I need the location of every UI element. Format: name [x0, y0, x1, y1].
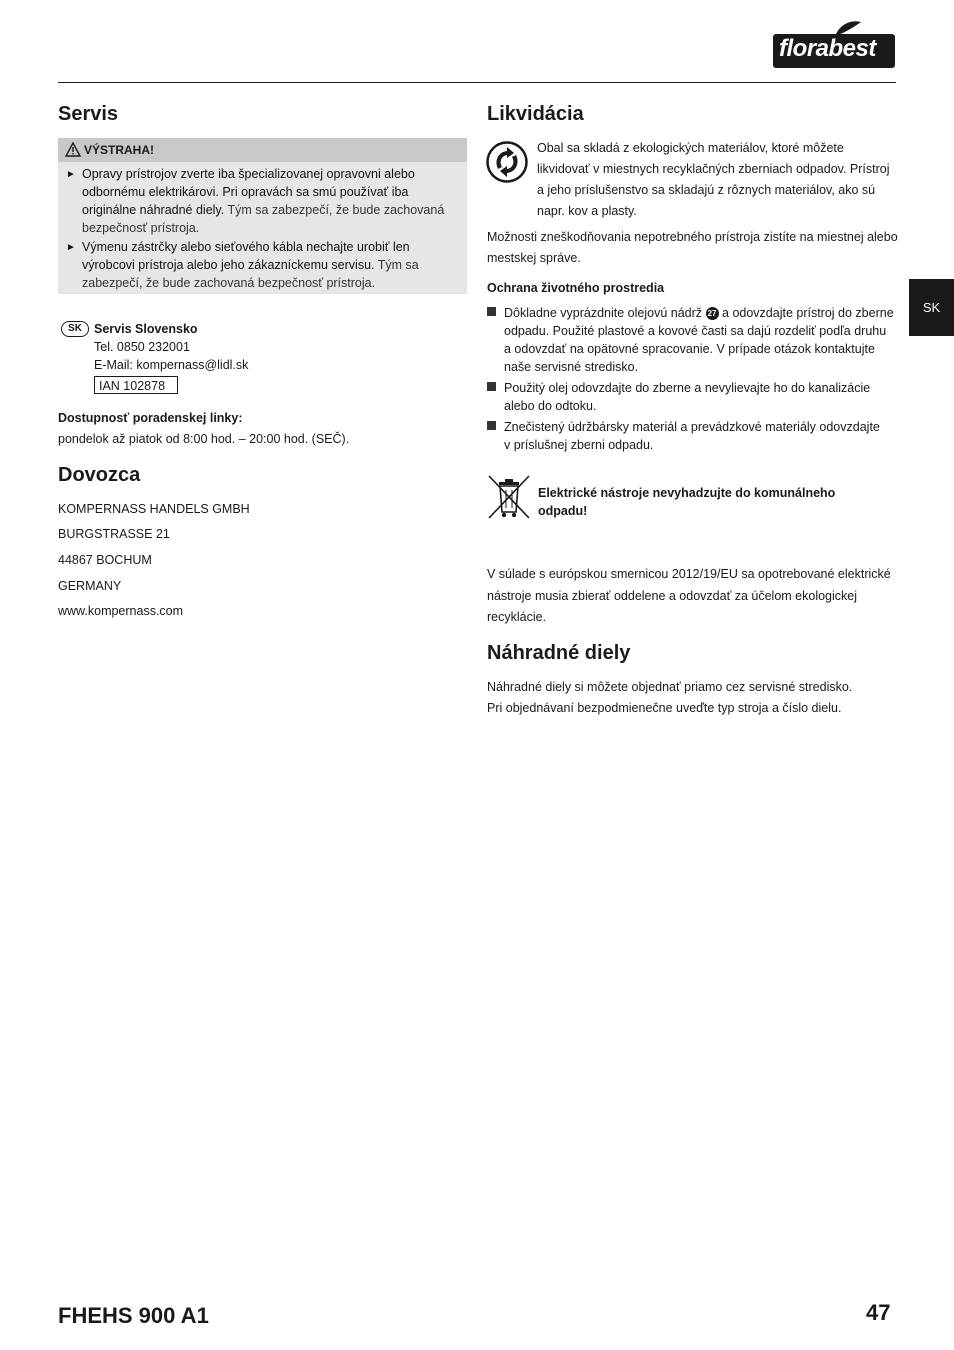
- env-item-1-line: a odovzdať na opätovné spracovanie. V prípade otázok kontaktujte: [504, 342, 875, 356]
- env-item-3-line: v príslušnej zberni odpadu.: [504, 438, 654, 452]
- importer-website: www.kompernass.com: [58, 604, 184, 618]
- service-email: E-Mail: kompernass@lidl.sk: [94, 358, 249, 372]
- service-name: Servis Slovensko: [94, 322, 198, 336]
- env-item-2-line: Použitý olej odovzdajte do zberne a nevylievajte ho do kanalizácie: [504, 381, 871, 395]
- bullet-square-icon: [487, 307, 496, 316]
- spare-parts-line: Pri objednávaní bezpodmienečne uveďte typ stroja a číslo dielu.: [487, 701, 842, 715]
- env-protection-title: Ochrana životného prostredia: [487, 281, 665, 295]
- country-badge: SK: [61, 321, 89, 337]
- disposal-intro-line: Obal sa skladá z ekologických materiálov, ktoré môžete: [537, 141, 844, 155]
- reference-number-badge: 27: [706, 307, 719, 320]
- env-item-1-text: a odovzdajte prístroj do zberne: [722, 306, 894, 320]
- page-number: 47: [866, 1300, 891, 1325]
- disposal-options-line: mestskej správe.: [487, 251, 581, 265]
- env-item-1-line: [504, 303, 894, 323]
- ian-number: IAN 102878: [94, 376, 178, 394]
- warning-label: VÝSTRAHA!: [84, 143, 155, 157]
- disposal-intro-line: a jeho príslušenstvo sa skladajú z rôznych materiálov, ako sú: [537, 183, 876, 197]
- bullet-arrow-icon: ►: [66, 242, 76, 253]
- env-item-1-line: naše servisné stredisko.: [504, 360, 639, 374]
- crossed-bin-icon: [487, 474, 531, 520]
- bullet-square-icon: [487, 382, 496, 391]
- logo-text: florabest: [779, 35, 876, 62]
- disposal-intro-line: napr. kov a plasty.: [537, 204, 637, 218]
- hotline-hours: pondelok až piatok od 8:00 hod. – 20:00 hod. (SEČ).: [58, 432, 350, 446]
- hotline-label: Dostupnosť poradenskej linky:: [58, 411, 243, 425]
- warning-item-2-rest: Tým sa zabezpečí, že bude zachovaná bezpečnosť prístroja.: [82, 258, 419, 290]
- language-tab: SK: [909, 279, 954, 336]
- bullet-square-icon: [487, 421, 496, 430]
- importer-line: KOMPERNASS HANDELS GMBH: [58, 502, 250, 516]
- warning-header: [58, 138, 467, 162]
- warning-item-1-rest: Tým sa zabezpečí, že bude zachovaná bezpečnosť prístroja.: [82, 203, 445, 235]
- warning-item-1: [82, 165, 462, 237]
- warning-item-2-bold: Výmenu zástrčky alebo sieťového kábla nechajte urobiť len výrobcovi prístroja alebo jeho zákazníckemu servisu.: [82, 240, 410, 272]
- weee-warning-line: Elektrické nástroje nevyhadzujte do komunálneho: [538, 486, 836, 500]
- importer-line: GERMANY: [58, 579, 122, 593]
- env-item-1-text: Dôkladne vyprázdnite olejovú nádrž: [504, 306, 703, 320]
- warning-item-2: [82, 238, 462, 292]
- weee-warning-line: odpadu!: [538, 504, 588, 518]
- env-item-1-line: odpadu. Použité plastové a kovové časti sa dajú rozdeliť podľa druhu: [504, 324, 887, 338]
- section-title-likvidacia: Likvidácia: [487, 103, 584, 125]
- importer-line: BURGSTRASSE 21: [58, 527, 170, 541]
- footer-model: FHEHS 900 A1: [58, 1303, 209, 1328]
- warning-box: [58, 138, 467, 294]
- section-title-dovozca: Dovozca: [58, 464, 141, 486]
- service-phone: Tel. 0850 232001: [94, 340, 190, 354]
- disposal-options-line: Možnosti zneškodňovania nepotrebného prístroja zistíte na miestnej alebo: [487, 230, 898, 244]
- brand-logo: [773, 20, 895, 70]
- importer-line: 44867 BOCHUM: [58, 553, 152, 567]
- directive-line: recyklácie.: [487, 610, 547, 624]
- warning-triangle-icon: [65, 142, 81, 157]
- section-title-nahradne-diely: Náhradné diely: [487, 642, 631, 664]
- disposal-intro-line: likvidovať v miestnych recyklačných zberniach odpadov. Prístroj: [537, 162, 890, 176]
- directive-line: V súlade s európskou smernicou 2012/19/EU sa opotrebované elektrické: [487, 567, 891, 581]
- env-item-2-line: alebo do odtoku.: [504, 399, 597, 413]
- recycling-icon: [486, 141, 528, 183]
- warning-item-1-bold: Opravy prístrojov zverte iba špecializovanej opravovni alebo odbornému elektrikárovi. Pri opravách sa smú používať iba originálne náhradné diely.: [82, 167, 415, 217]
- section-title-servis: Servis: [58, 103, 119, 125]
- spare-parts-line: Náhradné diely si môžete objednať priamo cez servisné stredisko.: [487, 680, 853, 694]
- directive-line: nástroje musia zbierať oddelene a odovzdať za účelom ekologickej: [487, 589, 858, 603]
- header-divider: [58, 82, 896, 83]
- bullet-arrow-icon: ►: [66, 169, 76, 180]
- env-item-3-line: Znečistený údržbársky materiál a prevádzkové materiály odovzdajte: [504, 420, 880, 434]
